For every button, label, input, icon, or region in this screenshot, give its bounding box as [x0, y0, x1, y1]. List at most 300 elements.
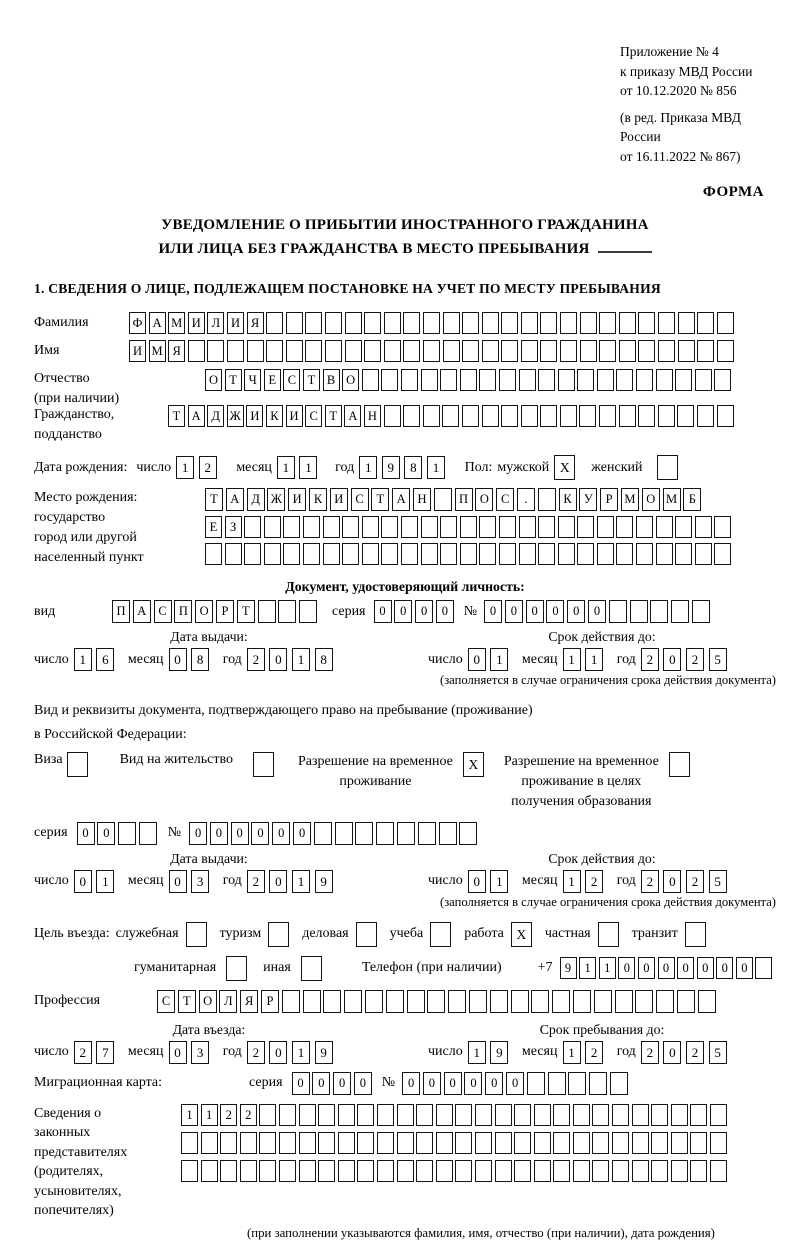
- char-cell[interactable]: [651, 1104, 668, 1126]
- char-cell[interactable]: 0: [716, 957, 733, 979]
- char-cell[interactable]: [318, 1132, 335, 1154]
- char-cell[interactable]: [534, 1160, 551, 1182]
- char-cell[interactable]: 1: [277, 456, 295, 479]
- char-cell[interactable]: 1: [579, 957, 596, 979]
- doc-issue-month-input[interactable]: [169, 648, 214, 671]
- char-cell[interactable]: [201, 1132, 218, 1154]
- char-cell[interactable]: 6: [96, 648, 114, 671]
- char-cell[interactable]: [384, 405, 401, 427]
- char-cell[interactable]: [636, 516, 653, 538]
- char-cell[interactable]: [650, 600, 668, 623]
- char-cell[interactable]: [475, 1104, 492, 1126]
- char-cell[interactable]: [462, 312, 479, 334]
- char-cell[interactable]: [619, 405, 636, 427]
- char-cell[interactable]: [299, 1160, 316, 1182]
- char-cell[interactable]: И: [246, 405, 263, 427]
- char-cell[interactable]: 0: [333, 1072, 351, 1095]
- char-cell[interactable]: [479, 369, 496, 391]
- char-cell[interactable]: [690, 1104, 707, 1126]
- char-cell[interactable]: М: [621, 488, 639, 511]
- doc-issue-day-input[interactable]: [74, 648, 119, 671]
- purpose-study-checkbox[interactable]: [430, 922, 451, 947]
- char-cell[interactable]: [240, 1132, 257, 1154]
- char-cell[interactable]: [364, 312, 381, 334]
- char-cell[interactable]: [579, 405, 596, 427]
- char-cell[interactable]: [656, 369, 673, 391]
- char-cell[interactable]: [495, 1104, 512, 1126]
- char-cell[interactable]: [225, 543, 242, 565]
- purpose-work-checkbox[interactable]: [511, 922, 532, 947]
- char-cell[interactable]: 1: [563, 870, 581, 893]
- purpose-other-checkbox[interactable]: [301, 956, 322, 981]
- char-cell[interactable]: [717, 340, 734, 362]
- char-cell[interactable]: [338, 1132, 355, 1154]
- char-cell[interactable]: О: [475, 488, 493, 511]
- char-cell[interactable]: [421, 516, 438, 538]
- char-cell[interactable]: [685, 922, 706, 947]
- char-cell[interactable]: [671, 1132, 688, 1154]
- stay-year-input[interactable]: [641, 1041, 731, 1064]
- char-cell[interactable]: [188, 340, 205, 362]
- purpose-official-checkbox[interactable]: [186, 922, 207, 947]
- char-cell[interactable]: 0: [74, 870, 92, 893]
- doc-valid-month-input[interactable]: [563, 648, 608, 671]
- char-cell[interactable]: З: [225, 516, 242, 538]
- char-cell[interactable]: [323, 990, 341, 1013]
- citizenship-input[interactable]: [168, 405, 736, 427]
- char-cell[interactable]: [658, 405, 675, 427]
- char-cell[interactable]: Т: [325, 405, 342, 427]
- char-cell[interactable]: [635, 990, 653, 1013]
- char-cell[interactable]: Д: [207, 405, 224, 427]
- char-cell[interactable]: О: [195, 600, 213, 623]
- char-cell[interactable]: [632, 1132, 649, 1154]
- char-cell[interactable]: 0: [77, 822, 95, 845]
- char-cell[interactable]: 9: [315, 870, 333, 893]
- char-cell[interactable]: [384, 340, 401, 362]
- char-cell[interactable]: [632, 1104, 649, 1126]
- char-cell[interactable]: [67, 752, 88, 777]
- char-cell[interactable]: 0: [658, 957, 675, 979]
- char-cell[interactable]: [205, 543, 222, 565]
- char-cell[interactable]: [616, 543, 633, 565]
- char-cell[interactable]: 2: [641, 870, 659, 893]
- char-cell[interactable]: [538, 488, 556, 511]
- char-cell[interactable]: [619, 312, 636, 334]
- char-cell[interactable]: Ж: [227, 405, 244, 427]
- representatives-row3-input[interactable]: [181, 1160, 730, 1182]
- char-cell[interactable]: [560, 405, 577, 427]
- residence-issue-day-input[interactable]: [74, 870, 119, 893]
- char-cell[interactable]: [443, 312, 460, 334]
- char-cell[interactable]: 0: [697, 957, 714, 979]
- char-cell[interactable]: [698, 990, 716, 1013]
- char-cell[interactable]: [303, 516, 320, 538]
- char-cell[interactable]: Ч: [244, 369, 261, 391]
- char-cell[interactable]: Я: [247, 312, 264, 334]
- char-cell[interactable]: [638, 340, 655, 362]
- char-cell[interactable]: X: [463, 752, 484, 777]
- char-cell[interactable]: [443, 340, 460, 362]
- char-cell[interactable]: Т: [303, 369, 320, 391]
- char-cell[interactable]: [630, 600, 648, 623]
- char-cell[interactable]: X: [554, 455, 575, 480]
- char-cell[interactable]: [357, 1132, 374, 1154]
- char-cell[interactable]: [568, 1072, 586, 1095]
- char-cell[interactable]: 0: [415, 600, 433, 623]
- doc-valid-day-input[interactable]: [468, 648, 513, 671]
- char-cell[interactable]: [403, 312, 420, 334]
- birth-month-input[interactable]: [277, 456, 322, 479]
- char-cell[interactable]: [651, 1160, 668, 1182]
- char-cell[interactable]: М: [149, 340, 166, 362]
- char-cell[interactable]: [499, 516, 516, 538]
- char-cell[interactable]: [560, 312, 577, 334]
- char-cell[interactable]: [460, 543, 477, 565]
- char-cell[interactable]: Л: [207, 312, 224, 334]
- char-cell[interactable]: О: [205, 369, 222, 391]
- char-cell[interactable]: А: [344, 405, 361, 427]
- char-cell[interactable]: [490, 990, 508, 1013]
- char-cell[interactable]: Е: [205, 516, 222, 538]
- char-cell[interactable]: [610, 1072, 628, 1095]
- char-cell[interactable]: [283, 516, 300, 538]
- char-cell[interactable]: [436, 1132, 453, 1154]
- char-cell[interactable]: [692, 600, 710, 623]
- char-cell[interactable]: 8: [191, 648, 209, 671]
- char-cell[interactable]: [303, 990, 321, 1013]
- char-cell[interactable]: [675, 543, 692, 565]
- char-cell[interactable]: [577, 369, 594, 391]
- purpose-tourism-checkbox[interactable]: [268, 922, 289, 947]
- char-cell[interactable]: [421, 543, 438, 565]
- char-cell[interactable]: Р: [261, 990, 279, 1013]
- char-cell[interactable]: 0: [269, 1041, 287, 1064]
- char-cell[interactable]: П: [112, 600, 130, 623]
- char-cell[interactable]: [548, 1072, 566, 1095]
- char-cell[interactable]: И: [288, 488, 306, 511]
- char-cell[interactable]: 0: [736, 957, 753, 979]
- temp-permit-edu-checkbox[interactable]: [669, 752, 690, 777]
- char-cell[interactable]: А: [226, 488, 244, 511]
- char-cell[interactable]: [636, 369, 653, 391]
- char-cell[interactable]: [538, 516, 555, 538]
- char-cell[interactable]: [482, 340, 499, 362]
- char-cell[interactable]: [266, 340, 283, 362]
- residence-valid-day-input[interactable]: [468, 870, 513, 893]
- char-cell[interactable]: [597, 369, 614, 391]
- char-cell[interactable]: 0: [546, 600, 564, 623]
- char-cell[interactable]: [314, 822, 332, 845]
- char-cell[interactable]: [344, 990, 362, 1013]
- char-cell[interactable]: 0: [468, 648, 486, 671]
- char-cell[interactable]: [227, 340, 244, 362]
- char-cell[interactable]: [482, 405, 499, 427]
- visa-checkbox[interactable]: [67, 752, 88, 777]
- char-cell[interactable]: 0: [97, 822, 115, 845]
- char-cell[interactable]: Т: [237, 600, 255, 623]
- char-cell[interactable]: [540, 405, 557, 427]
- char-cell[interactable]: [475, 1160, 492, 1182]
- char-cell[interactable]: [323, 516, 340, 538]
- char-cell[interactable]: [697, 340, 714, 362]
- surname-input[interactable]: [129, 312, 736, 334]
- char-cell[interactable]: Т: [205, 488, 223, 511]
- char-cell[interactable]: С: [154, 600, 172, 623]
- char-cell[interactable]: 0: [677, 957, 694, 979]
- char-cell[interactable]: [253, 752, 274, 777]
- char-cell[interactable]: [342, 516, 359, 538]
- char-cell[interactable]: [697, 405, 714, 427]
- char-cell[interactable]: [440, 369, 457, 391]
- char-cell[interactable]: [612, 1104, 629, 1126]
- char-cell[interactable]: [714, 369, 731, 391]
- gender-male-checkbox[interactable]: [554, 455, 575, 480]
- char-cell[interactable]: С: [305, 405, 322, 427]
- char-cell[interactable]: [671, 600, 689, 623]
- char-cell[interactable]: 0: [468, 870, 486, 893]
- char-cell[interactable]: 2: [247, 870, 265, 893]
- char-cell[interactable]: [619, 340, 636, 362]
- char-cell[interactable]: С: [496, 488, 514, 511]
- char-cell[interactable]: [527, 1072, 545, 1095]
- char-cell[interactable]: [690, 1132, 707, 1154]
- char-cell[interactable]: [658, 312, 675, 334]
- char-cell[interactable]: [710, 1104, 727, 1126]
- char-cell[interactable]: 0: [169, 870, 187, 893]
- char-cell[interactable]: А: [133, 600, 151, 623]
- char-cell[interactable]: 0: [505, 600, 523, 623]
- doc-kind-input[interactable]: [112, 600, 320, 623]
- char-cell[interactable]: М: [663, 488, 681, 511]
- char-cell[interactable]: 9: [490, 1041, 508, 1064]
- char-cell[interactable]: О: [342, 369, 359, 391]
- char-cell[interactable]: [598, 922, 619, 947]
- char-cell[interactable]: [139, 822, 157, 845]
- char-cell[interactable]: 2: [220, 1104, 237, 1126]
- char-cell[interactable]: 0: [567, 600, 585, 623]
- char-cell[interactable]: [401, 369, 418, 391]
- char-cell[interactable]: В: [323, 369, 340, 391]
- char-cell[interactable]: [580, 312, 597, 334]
- char-cell[interactable]: 2: [247, 648, 265, 671]
- char-cell[interactable]: 5: [709, 648, 727, 671]
- char-cell[interactable]: [697, 312, 714, 334]
- char-cell[interactable]: 2: [585, 1041, 603, 1064]
- char-cell[interactable]: [714, 543, 731, 565]
- char-cell[interactable]: .: [517, 488, 535, 511]
- char-cell[interactable]: [669, 752, 690, 777]
- char-cell[interactable]: [690, 1160, 707, 1182]
- char-cell[interactable]: Р: [600, 488, 618, 511]
- char-cell[interactable]: 1: [563, 648, 581, 671]
- char-cell[interactable]: [656, 516, 673, 538]
- char-cell[interactable]: [403, 340, 420, 362]
- char-cell[interactable]: [436, 1104, 453, 1126]
- char-cell[interactable]: [695, 369, 712, 391]
- char-cell[interactable]: [695, 516, 712, 538]
- char-cell[interactable]: [538, 543, 555, 565]
- char-cell[interactable]: [381, 516, 398, 538]
- char-cell[interactable]: [301, 956, 322, 981]
- char-cell[interactable]: [671, 1160, 688, 1182]
- char-cell[interactable]: 0: [189, 822, 207, 845]
- char-cell[interactable]: [514, 1104, 531, 1126]
- char-cell[interactable]: [318, 1104, 335, 1126]
- char-cell[interactable]: [283, 543, 300, 565]
- char-cell[interactable]: 0: [269, 870, 287, 893]
- char-cell[interactable]: [439, 822, 457, 845]
- char-cell[interactable]: 0: [618, 957, 635, 979]
- birth-place-row3-input[interactable]: [205, 543, 734, 565]
- purpose-transit-checkbox[interactable]: [685, 922, 706, 947]
- purpose-humanitarian-checkbox[interactable]: [226, 956, 247, 981]
- char-cell[interactable]: 1: [599, 957, 616, 979]
- char-cell[interactable]: Т: [168, 405, 185, 427]
- char-cell[interactable]: 1: [96, 870, 114, 893]
- char-cell[interactable]: [286, 340, 303, 362]
- char-cell[interactable]: 0: [436, 600, 454, 623]
- char-cell[interactable]: [381, 543, 398, 565]
- char-cell[interactable]: [460, 369, 477, 391]
- birth-day-input[interactable]: [176, 456, 221, 479]
- birth-place-row2-input[interactable]: [205, 516, 734, 538]
- char-cell[interactable]: [514, 1160, 531, 1182]
- char-cell[interactable]: [386, 990, 404, 1013]
- char-cell[interactable]: [475, 1132, 492, 1154]
- char-cell[interactable]: [638, 312, 655, 334]
- char-cell[interactable]: 1: [299, 456, 317, 479]
- char-cell[interactable]: [397, 822, 415, 845]
- char-cell[interactable]: [717, 312, 734, 334]
- char-cell[interactable]: 1: [563, 1041, 581, 1064]
- char-cell[interactable]: 8: [315, 648, 333, 671]
- char-cell[interactable]: [638, 405, 655, 427]
- char-cell[interactable]: [220, 1132, 237, 1154]
- char-cell[interactable]: [259, 1104, 276, 1126]
- char-cell[interactable]: [531, 990, 549, 1013]
- purpose-private-checkbox[interactable]: [598, 922, 619, 947]
- char-cell[interactable]: К: [309, 488, 327, 511]
- char-cell[interactable]: [580, 340, 597, 362]
- char-cell[interactable]: 0: [506, 1072, 524, 1095]
- char-cell[interactable]: [599, 312, 616, 334]
- residence-number-input[interactable]: [189, 822, 480, 845]
- char-cell[interactable]: 2: [641, 1041, 659, 1064]
- char-cell[interactable]: 0: [485, 1072, 503, 1095]
- char-cell[interactable]: [279, 1132, 296, 1154]
- char-cell[interactable]: 0: [292, 1072, 310, 1095]
- char-cell[interactable]: [592, 1160, 609, 1182]
- char-cell[interactable]: [615, 990, 633, 1013]
- char-cell[interactable]: [338, 1160, 355, 1182]
- doc-issue-year-input[interactable]: [247, 648, 337, 671]
- char-cell[interactable]: 0: [374, 600, 392, 623]
- residence-issue-year-input[interactable]: [247, 870, 337, 893]
- char-cell[interactable]: [416, 1132, 433, 1154]
- char-cell[interactable]: 1: [292, 870, 310, 893]
- char-cell[interactable]: [558, 543, 575, 565]
- char-cell[interactable]: 1: [181, 1104, 198, 1126]
- char-cell[interactable]: [678, 340, 695, 362]
- char-cell[interactable]: [501, 340, 518, 362]
- char-cell[interactable]: 0: [663, 1041, 681, 1064]
- char-cell[interactable]: 0: [354, 1072, 372, 1095]
- doc-series-input[interactable]: [374, 600, 457, 623]
- char-cell[interactable]: Н: [364, 405, 381, 427]
- char-cell[interactable]: [362, 543, 379, 565]
- char-cell[interactable]: [377, 1160, 394, 1182]
- char-cell[interactable]: И: [330, 488, 348, 511]
- representatives-row1-input[interactable]: [181, 1104, 730, 1126]
- char-cell[interactable]: [553, 1160, 570, 1182]
- char-cell[interactable]: [403, 405, 420, 427]
- char-cell[interactable]: [577, 516, 594, 538]
- char-cell[interactable]: [286, 312, 303, 334]
- char-cell[interactable]: 0: [394, 600, 412, 623]
- char-cell[interactable]: 0: [231, 822, 249, 845]
- char-cell[interactable]: О: [642, 488, 660, 511]
- char-cell[interactable]: [597, 516, 614, 538]
- char-cell[interactable]: [416, 1104, 433, 1126]
- char-cell[interactable]: 8: [404, 456, 422, 479]
- char-cell[interactable]: А: [149, 312, 166, 334]
- gender-female-checkbox[interactable]: [657, 455, 678, 480]
- char-cell[interactable]: М: [168, 312, 185, 334]
- char-cell[interactable]: [220, 1160, 237, 1182]
- char-cell[interactable]: [201, 1160, 218, 1182]
- char-cell[interactable]: 7: [96, 1041, 114, 1064]
- char-cell[interactable]: [264, 516, 281, 538]
- char-cell[interactable]: 0: [663, 648, 681, 671]
- char-cell[interactable]: И: [129, 340, 146, 362]
- char-cell[interactable]: [401, 543, 418, 565]
- char-cell[interactable]: [552, 990, 570, 1013]
- char-cell[interactable]: [519, 369, 536, 391]
- char-cell[interactable]: [427, 990, 445, 1013]
- char-cell[interactable]: [384, 312, 401, 334]
- char-cell[interactable]: 0: [312, 1072, 330, 1095]
- char-cell[interactable]: [181, 1160, 198, 1182]
- char-cell[interactable]: [592, 1132, 609, 1154]
- char-cell[interactable]: [442, 405, 459, 427]
- char-cell[interactable]: [401, 516, 418, 538]
- char-cell[interactable]: Т: [225, 369, 242, 391]
- birth-year-input[interactable]: [359, 456, 449, 479]
- char-cell[interactable]: [511, 990, 529, 1013]
- char-cell[interactable]: 1: [585, 648, 603, 671]
- patronymic-input[interactable]: [205, 369, 734, 391]
- migration-series-input[interactable]: [292, 1072, 375, 1095]
- char-cell[interactable]: [597, 543, 614, 565]
- char-cell[interactable]: [499, 543, 516, 565]
- char-cell[interactable]: [589, 1072, 607, 1095]
- char-cell[interactable]: 1: [292, 1041, 310, 1064]
- char-cell[interactable]: 5: [709, 1041, 727, 1064]
- char-cell[interactable]: О: [199, 990, 217, 1013]
- residence-valid-year-input[interactable]: [641, 870, 731, 893]
- char-cell[interactable]: 0: [269, 648, 287, 671]
- char-cell[interactable]: 2: [585, 870, 603, 893]
- char-cell[interactable]: [448, 990, 466, 1013]
- char-cell[interactable]: [553, 1132, 570, 1154]
- char-cell[interactable]: [416, 1160, 433, 1182]
- char-cell[interactable]: [499, 369, 516, 391]
- char-cell[interactable]: 2: [74, 1041, 92, 1064]
- char-cell[interactable]: 1: [359, 456, 377, 479]
- char-cell[interactable]: [560, 340, 577, 362]
- char-cell[interactable]: [338, 1104, 355, 1126]
